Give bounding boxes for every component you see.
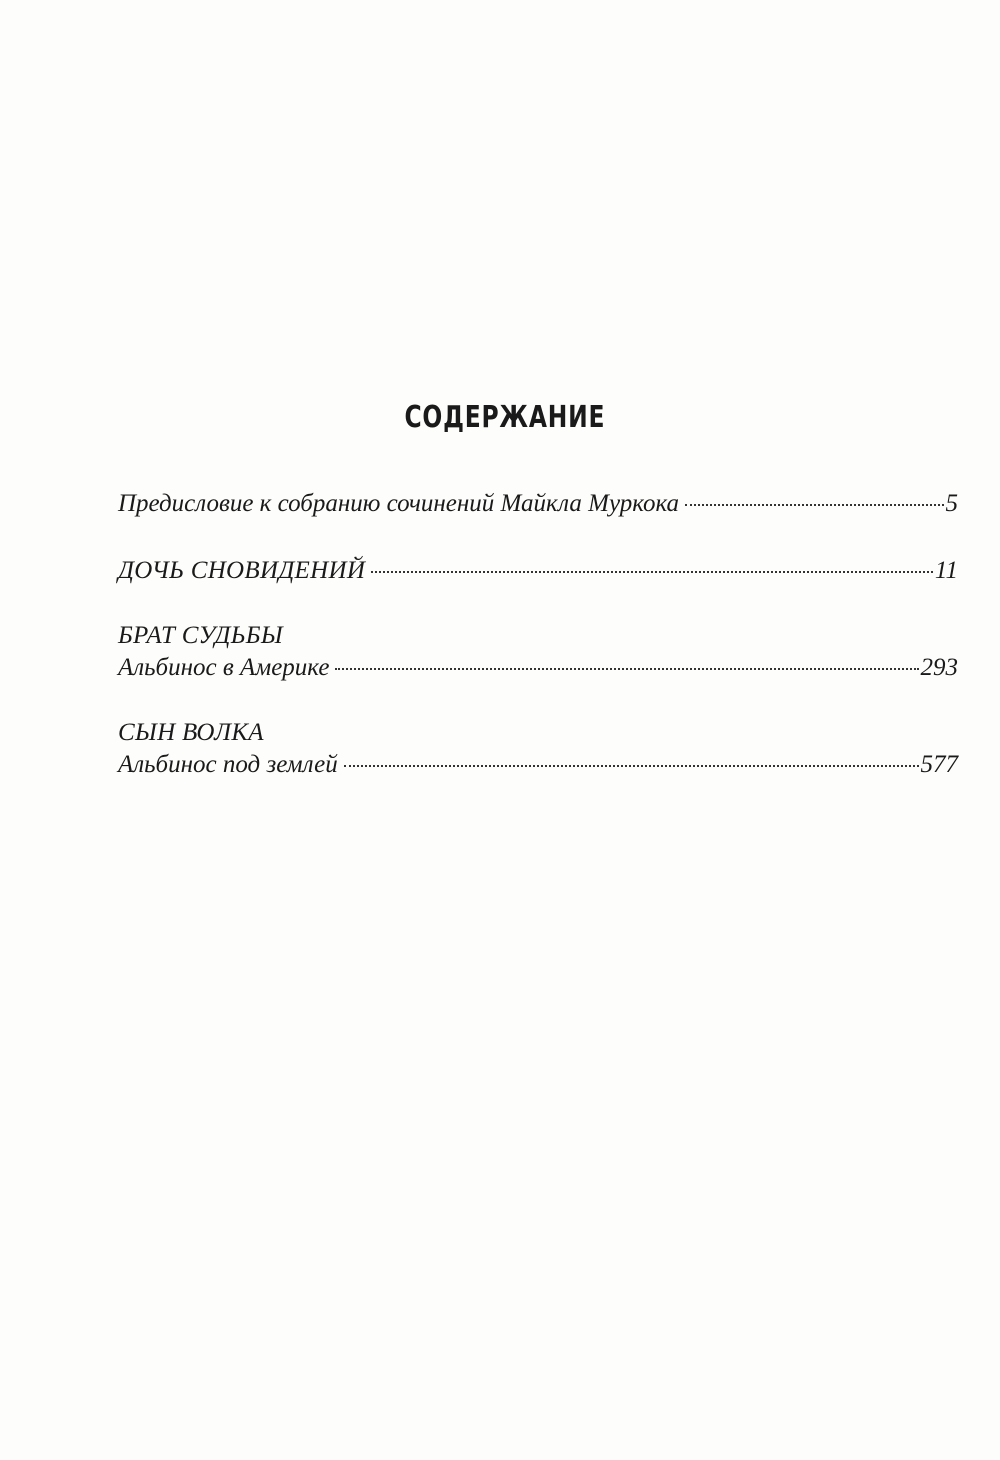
toc-entry-page-number: 11 [934, 557, 958, 584]
toc-group-son-of-wolf [118, 717, 958, 781]
toc-entry-preface [118, 488, 958, 520]
toc-entry-title: Предисловие к собранию сочинений Майкла Муркока [118, 490, 680, 517]
toc-entry-dream-daughter [118, 555, 958, 587]
toc-group-title: СЫН ВОЛКА [118, 719, 264, 746]
toc-group-brother-of-fate [118, 620, 958, 684]
dot-leader [371, 571, 933, 573]
toc-entry-title: ДОЧЬ СНОВИДЕНИЙ [118, 557, 366, 584]
toc-entry-page-number: 577 [920, 751, 958, 778]
toc-entry-albino-in-america [118, 652, 958, 684]
toc-entry-page-number: 5 [945, 490, 958, 517]
toc-group-title: БРАТ СУДЬБЫ [118, 622, 283, 649]
toc-entry-title: Альбинос в Америке [118, 654, 330, 681]
dot-leader [344, 765, 919, 767]
toc-entry-page-number: 293 [920, 654, 958, 681]
dot-leader [335, 668, 918, 670]
toc-list [118, 478, 958, 781]
toc-entry-title: Альбинос под землей [118, 751, 338, 778]
dot-leader [685, 504, 943, 506]
toc-heading: СОДЕРЖАНИЕ [404, 400, 606, 435]
toc-entry-albino-underground [118, 749, 958, 781]
